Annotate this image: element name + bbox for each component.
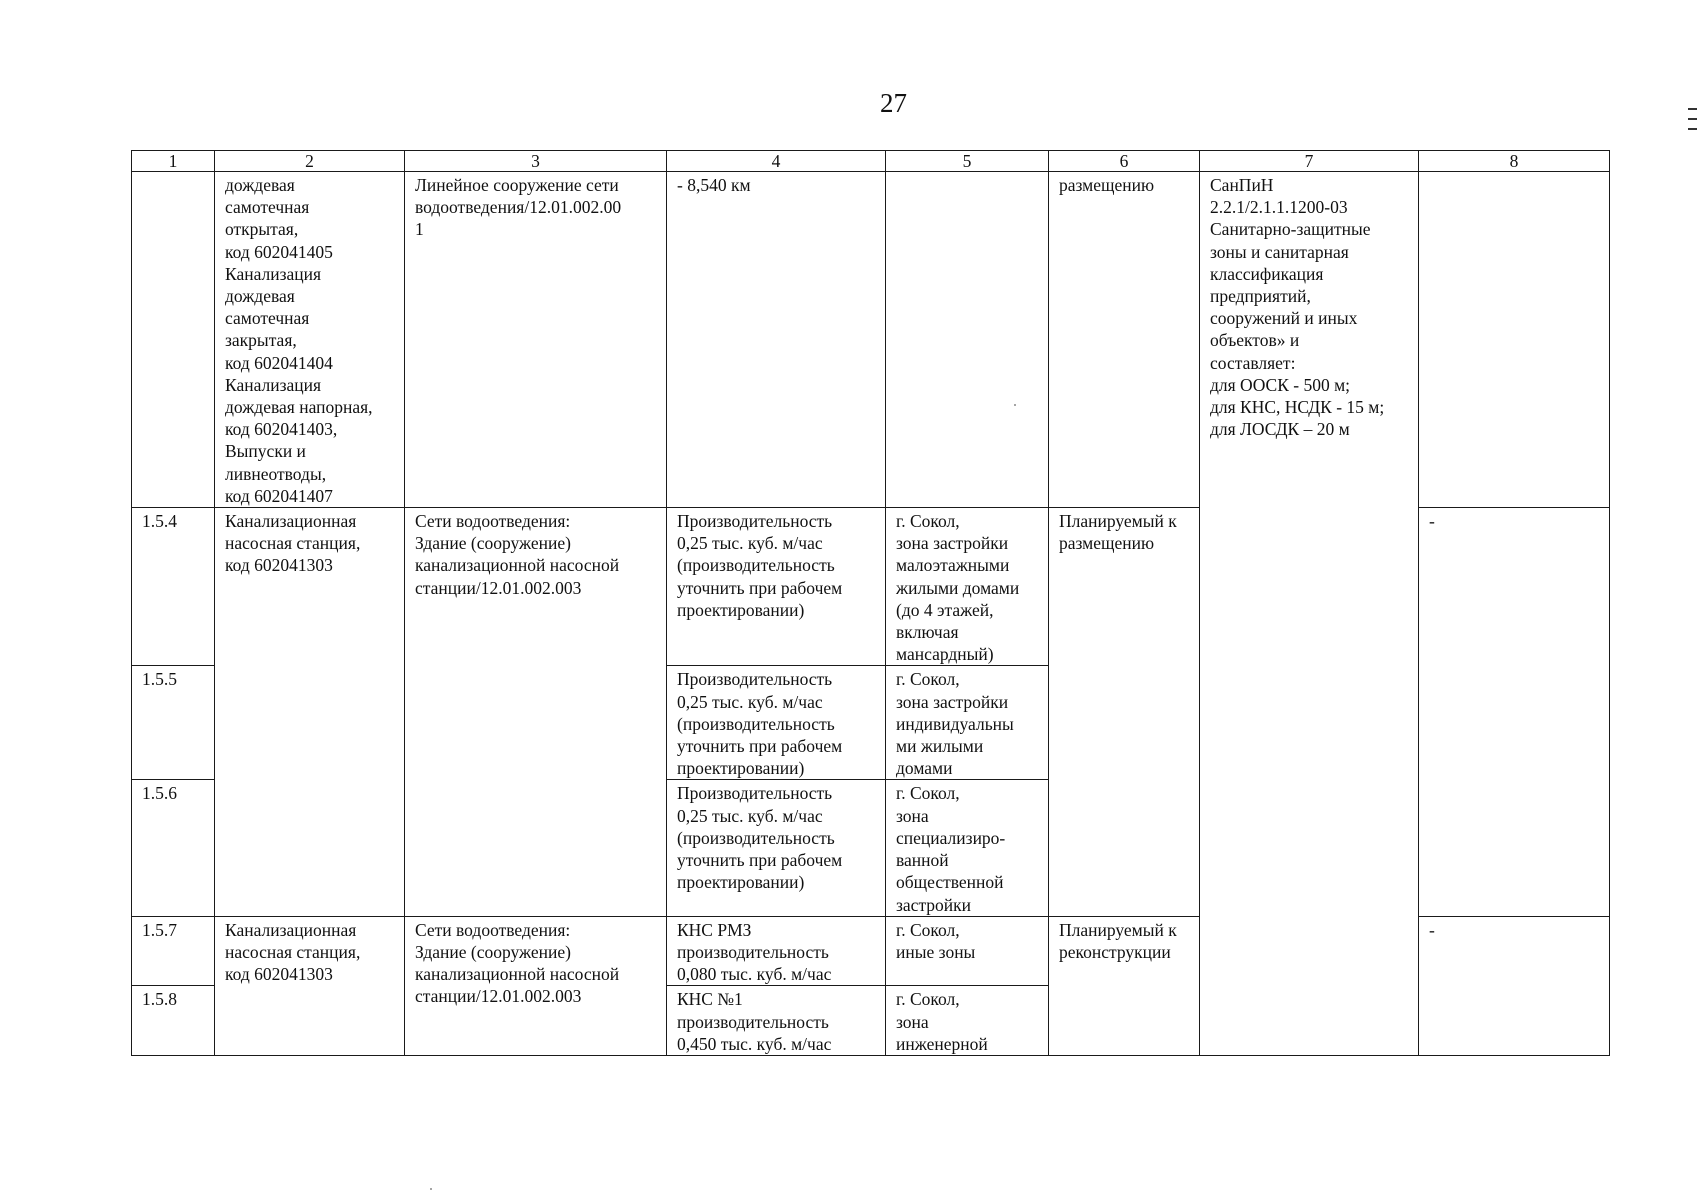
location-cell: г. Сокол, зона застройки индивидуальны ми жилыми домами — [886, 666, 1049, 780]
object-name-cell: Канализационная насосная станция, код 602041303 — [215, 508, 405, 917]
header-cell-3: 3 — [405, 151, 667, 172]
row-number-cell: 1.5.7 — [132, 916, 215, 986]
notes-cell: - — [1419, 508, 1610, 917]
table-row — [132, 172, 1610, 508]
characteristics-cell: КНС РМЗ производительность 0,080 тыс. куб. м/час — [667, 916, 886, 986]
notes-cell — [1419, 172, 1610, 508]
status-cell: размещению — [1049, 172, 1200, 508]
object-type-cell: Сети водоотведения: Здание (сооружение) канализационной насосной станции/12.01.002.003 — [405, 508, 667, 917]
scan-speck — [1014, 404, 1016, 406]
characteristics-cell: Производительность 0,25 тыс. куб. м/час (производительность уточнить при рабочем проектировании) — [667, 508, 886, 666]
status-cell: Планируемый к размещению — [1049, 508, 1200, 917]
object-name-cell: Канализационная насосная станция, код 602041303 — [215, 916, 405, 1056]
row-number-cell — [132, 172, 215, 508]
header-cell-4: 4 — [667, 151, 886, 172]
object-type-cell: Сети водоотведения: Здание (сооружение) канализационной насосной станции/12.01.002.003 — [405, 916, 667, 1056]
status-cell: Планируемый к реконструкции — [1049, 916, 1200, 1056]
header-cell-7: 7 — [1200, 151, 1419, 172]
characteristics-cell: Производительность 0,25 тыс. куб. м/час (производительность уточнить при рабочем проектировании) — [667, 666, 886, 780]
location-cell: г. Сокол, зона инженерной — [886, 986, 1049, 1056]
edge-mark — [1688, 118, 1697, 120]
edge-mark — [1688, 128, 1697, 130]
location-cell: г. Сокол, зона специализиро- ванной общественной застройки — [886, 780, 1049, 916]
location-cell: г. Сокол, зона застройки малоэтажными жилыми домами (до 4 этажей, включая мансардный) — [886, 508, 1049, 666]
characteristics-cell: - 8,540 км — [667, 172, 886, 508]
header-cell-2: 2 — [215, 151, 405, 172]
row-number-cell: 1.5.4 — [132, 508, 215, 666]
characteristics-cell: КНС №1 производительность 0,450 тыс. куб. м/час — [667, 986, 886, 1056]
row-number-cell: 1.5.6 — [132, 780, 215, 916]
object-name-cell: дождевая самотечная открытая, код 602041405 Канализация дождевая самотечная закрытая, код 602041404 Канализация дождевая напорная, код 602041403, Выпуски и ливнеотводы, код 602041407 — [215, 172, 405, 508]
scan-speck — [430, 1188, 432, 1190]
characteristics-cell: Производительность 0,25 тыс. куб. м/час (производительность уточнить при рабочем проектировании) — [667, 780, 886, 916]
header-row — [132, 151, 1610, 172]
object-type-cell: Линейное сооружение сети водоотведения/12.01.002.00 1 — [405, 172, 667, 508]
row-number-cell: 1.5.5 — [132, 666, 215, 780]
location-cell — [886, 172, 1049, 508]
edge-mark — [1688, 108, 1697, 110]
page-number: 27 — [880, 88, 907, 118]
row-number-cell: 1.5.8 — [132, 986, 215, 1056]
location-cell: г. Сокол, иные зоны — [886, 916, 1049, 986]
header-cell-5: 5 — [886, 151, 1049, 172]
header-cell-8: 8 — [1419, 151, 1610, 172]
header-cell-1: 1 — [132, 151, 215, 172]
zones-cell: СанПиН 2.2.1/2.1.1.1200-03 Санитарно-защитные зоны и санитарная классификация предприятий, сооружений и иных объектов» и составляет: для ООСК - 500 м; для КНС, НСДК - 15 м; для ЛОСДК – 20 м — [1200, 172, 1419, 1056]
notes-cell: - — [1419, 916, 1610, 1056]
objects-table — [131, 150, 1610, 1056]
header-cell-6: 6 — [1049, 151, 1200, 172]
